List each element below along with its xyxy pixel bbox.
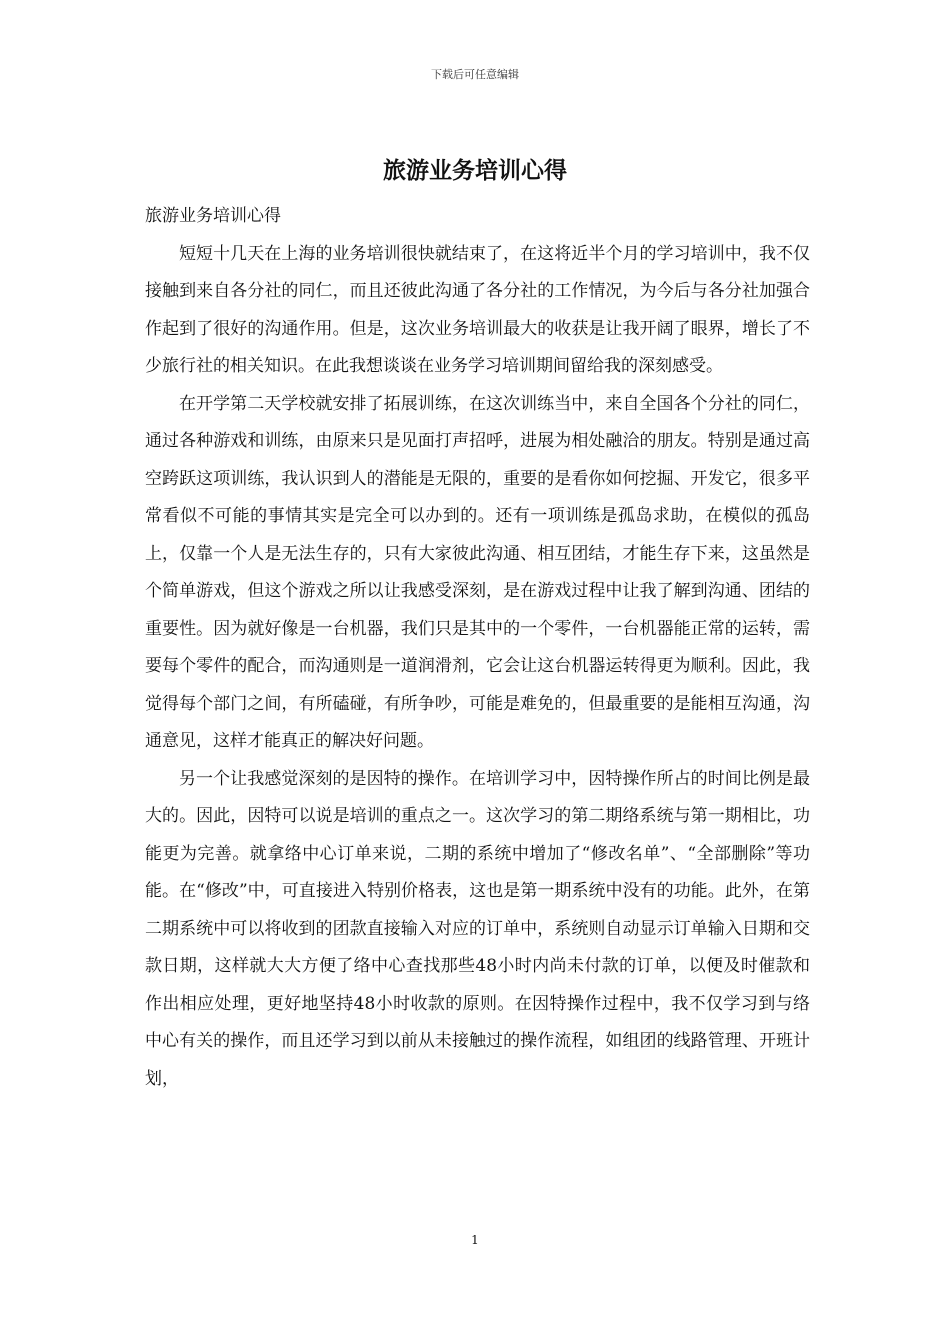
paragraph-2: 在开学第二天学校就安排了拓展训练，在这次训练当中，来自全国各个分社的同仁，通过各种游戏和训练，由原来只是见面打声招呼，进展为相处融洽的朋友。特别是通过高空跨跃这项训练，我认识到人的潜能是无限的，重要的是看你如何挖掘、开发它，很多平常看似不可能的事情其实是完全可以办到的。还有一项训练是孤岛求助，在模似的孤岛上，仅靠一个人是无法生存的，只有大家彼此沟通、相互团结，才能生存下来，这虽然是个简单游戏，但这个游戏之所以让我感受深刻，是在游戏过程中让我了解到沟通、团结的重要性。因为就好像是一台机器，我们只是其中的一个零件，一台机器能正常的运转，需要每个零件的配合，而沟通则是一道润滑剂，它会让这台机器运转得更为顺利。因此，我觉得每个部门之间，有所磕碰，有所争吵，可能是难免的，但最重要的是能相互沟通，沟通意见，这样才能真正的解决好问题。 (145, 393, 810, 751)
document-subtitle: 旅游业务培训心得 (145, 206, 281, 226)
page-number: 1 (471, 1233, 479, 1247)
document-title: 旅游业务培训心得 (383, 157, 567, 184)
document-body (145, 198, 810, 1098)
header-note: 下载后可任意编辑 (431, 68, 519, 81)
paragraph-3: 另一个让我感觉深刻的是因特的操作。在培训学习中，因特操作所占的时间比例是最大的。因此，因特可以说是培训的重点之一。这次学习的第二期络系统与第一期相比，功能更为完善。就拿络中心订单来说，二期的系统中增加了“修改名单”、“全部删除”等功能。在“修改”中，可直接进入特别价格表，这也是第一期系统中没有的功能。此外，在第二期系统中可以将收到的团款直接输入对应的订单中，系统则自动显示订单输入日期和交款日期，这样就大大方便了络中心查找那些48小时内尚未付款的订单，以便及时催款和作出相应处理，更好地坚持48小时收款的原则。在因特操作过程中，我不仅学习到与络中心有关的操作，而且还学习到以前从未接触过的操作流程，如组团的线路管理、开班计划， (145, 768, 810, 1089)
paragraph-1: 短短十几天在上海的业务培训很快就结束了，在这将近半个月的学习培训中，我不仅接触到来自各分社的同仁，而且还彼此沟通了各分社的工作情况，为今后与各分社加强合作起到了很好的沟通作用。但是，这次业务培训最大的收获是让我开阔了眼界，增长了不少旅行社的相关知识。在此我想谈谈在业务学习培训期间留给我的深刻感受。 (145, 243, 810, 376)
